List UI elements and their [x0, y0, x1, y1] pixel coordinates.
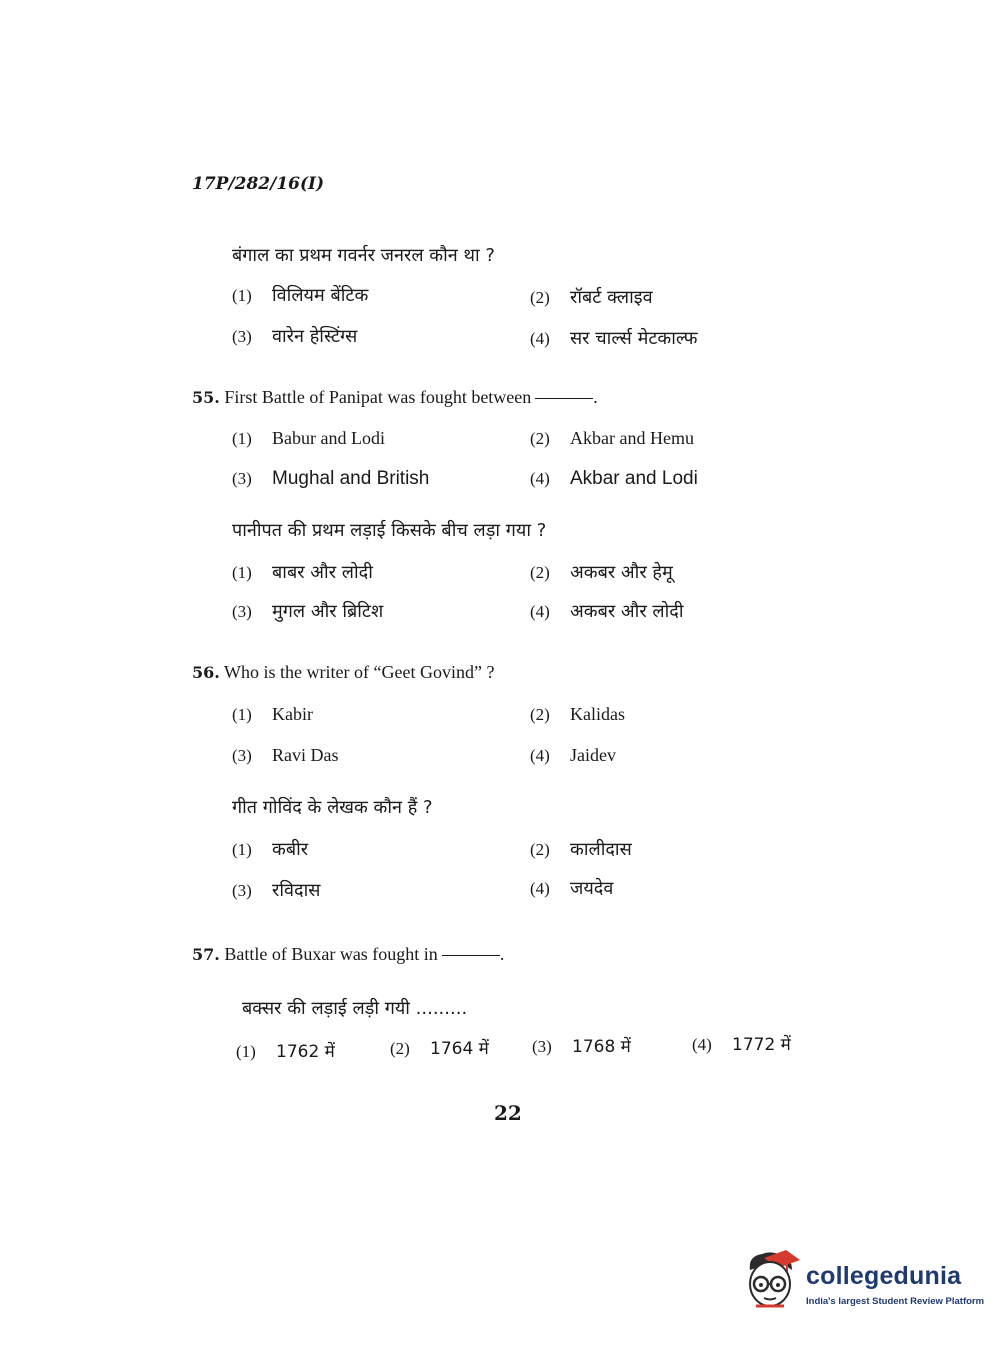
- q54-hindi-option-2: (2) रॉबर्ट क्लाइव: [530, 287, 653, 308]
- q56-hindi-option-1: (1) कबीर: [232, 839, 309, 860]
- q54-hindi-option-3: (3) वारेन हेस्टिंग्स: [232, 326, 358, 347]
- q55-option-3: (3) Mughal and British: [232, 468, 430, 489]
- q55-hindi-option-4: (4) अकबर और लोदी: [530, 601, 684, 622]
- q55-option-4: (4) Akbar and Lodi: [530, 468, 698, 489]
- q55-hindi-option-1: (1) बाबर और लोदी: [232, 562, 373, 583]
- q54-hindi-option-4: (4) सर चार्ल्स मेटकाल्फ: [530, 328, 698, 349]
- collegedunia-mascot-icon: [742, 1248, 802, 1312]
- q55-hindi-option-2: (2) अकबर और हेमू: [530, 562, 673, 583]
- q57-number: 57.: [192, 945, 220, 964]
- answer-blank: [535, 398, 593, 399]
- collegedunia-logo-text: collegedunia: [806, 1262, 962, 1290]
- q56-hindi-option-2: (2) कालीदास: [530, 839, 632, 860]
- q57-hindi-question: बक्सर की लड़ाई लड़ी गयी .........: [242, 998, 468, 1019]
- q55-option-1: (1) Babur and Lodi: [232, 428, 385, 448]
- q56-hindi-option-4: (4) जयदेव: [530, 878, 614, 899]
- q56-option-4: (4) Jaidev: [530, 745, 616, 765]
- q54-hindi-option-1: (1) विलियम बेंटिक: [232, 285, 369, 306]
- q57-option-1: (1) 1762 में: [236, 1042, 335, 1062]
- answer-blank: [442, 955, 500, 956]
- q56-hindi-question: गीत गोविंद के लेखक कौन हैं ?: [232, 797, 433, 818]
- collegedunia-tagline: India's largest Student Review Platform: [806, 1296, 985, 1307]
- q55-option-2: (2) Akbar and Hemu: [530, 428, 694, 448]
- q55-question: 55. First Battle of Panipat was fought between .: [192, 387, 598, 407]
- page-number: 22: [494, 1101, 522, 1125]
- q57-text: Battle of Buxar was fought in: [224, 944, 438, 964]
- q57-question: 57. Battle of Buxar was fought in .: [192, 944, 505, 964]
- q57-option-3: (3) 1768 में: [532, 1037, 631, 1057]
- q56-text: Who is the writer of “Geet Govind” ?: [224, 662, 495, 682]
- q56-hindi-option-3: (3) रविदास: [232, 880, 321, 901]
- q56-option-1: (1) Kabir: [232, 704, 313, 724]
- q55-text: First Battle of Panipat was fought between: [224, 387, 532, 407]
- q55-hindi-option-3: (3) मुगल और ब्रिटिश: [232, 601, 384, 622]
- paper-code: 17P/282/16(I): [192, 174, 325, 194]
- q57-option-2: (2) 1764 में: [390, 1039, 489, 1059]
- q55-hindi-question: पानीपत की प्रथम लड़ाई किसके बीच लड़ा गया ?: [232, 520, 547, 541]
- q56-option-2: (2) Kalidas: [530, 704, 625, 724]
- q56-question: [192, 662, 494, 683]
- q56-option-3: (3) Ravi Das: [232, 745, 339, 765]
- q55-number: 55.: [192, 388, 220, 407]
- q57-option-4: (4) 1772 में: [692, 1035, 791, 1055]
- q56-number: 56.: [192, 663, 220, 682]
- q54-hindi-question: बंगाल का प्रथम गवर्नर जनरल कौन था ?: [232, 245, 495, 266]
